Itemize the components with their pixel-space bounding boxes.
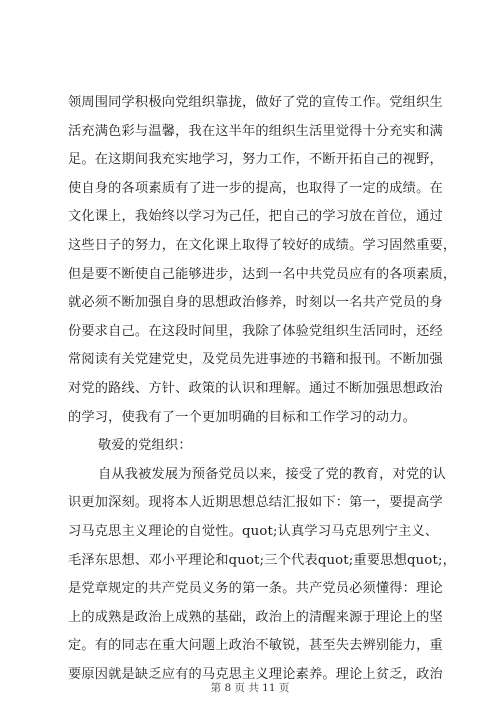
text-line: 定。有的同志在重大问题上政治不敏锐，甚至失去辨别能力，重 — [68, 638, 443, 654]
text-line: 是党章规定的共产党员义务的第一条。共产党员必须懂得：理论 — [68, 581, 443, 597]
page-number-footer: 第 8 页 共 11 页 — [210, 682, 290, 694]
text-line: 但是要不断使自己能够进步，达到一名中共党员应有的各项素质， — [68, 266, 457, 282]
text-line: 识更加深刻。现将本人近期思想总结汇报如下：第一，要提高学 — [68, 495, 443, 511]
body-text — [68, 89, 457, 689]
text-line: 领周围同学积极向党组织靠拢，做好了党的宣传工作。党组织生 — [68, 95, 443, 110]
text-line: 要原因就是缺乏应有的马克思主义理论素养。理论上贫乏，政治 — [68, 666, 443, 682]
text-line: 足。在这期间我充实地学习，努力工作，不断开拓自己的视野， — [68, 152, 443, 168]
text-line: 使自身的各项素质有了进一步的提高，也取得了一定的成绩。在 — [68, 180, 443, 196]
paragraph-1 — [68, 89, 457, 432]
text-line: 对党的路线、方针、政策的认识和理解。通过不断加强思想政治 — [68, 380, 443, 396]
text-line: 活充满色彩与温馨，我在这半年的组织生活里觉得十分充实和满 — [68, 123, 443, 139]
text-line: 毛泽东思想、邓小平理论和quot;三个代表quot;重要思想quot;， — [68, 552, 456, 568]
text-line: 自从我被发展为预备党员以来，接受了党的教育，对党的认 — [98, 466, 447, 482]
paragraph-2 — [68, 461, 456, 690]
text-line: 上的成熟是政治上成熟的基础，政治上的清醒来源于理论上的坚 — [68, 609, 443, 625]
text-line: 就必须不断加强自身的思想政治修养，时刻以一名共产党员的身 — [68, 295, 443, 311]
text-line: 这些日子的努力，在文化课上取得了较好的成绩。学习固然重要， — [68, 237, 457, 253]
text-line: 份要求自己。在这段时间里，我除了体验党组织生活同时，还经 — [68, 323, 443, 339]
text-line: 的学习，使我有了一个更加明确的目标和工作学习的动力。 — [68, 409, 417, 425]
text-line: 习马克思主义理论的自觉性。quot;认真学习马克思列宁主义、 — [68, 523, 439, 539]
text-line: 常阅读有关党建党史，及党员先进事迹的书籍和报刊。不断加强 — [68, 352, 443, 368]
text-line: 文化课上，我始终以学习为己任，把自己的学习放在首位，通过 — [68, 209, 443, 225]
salutation: 敬爱的党组织： — [98, 438, 192, 454]
